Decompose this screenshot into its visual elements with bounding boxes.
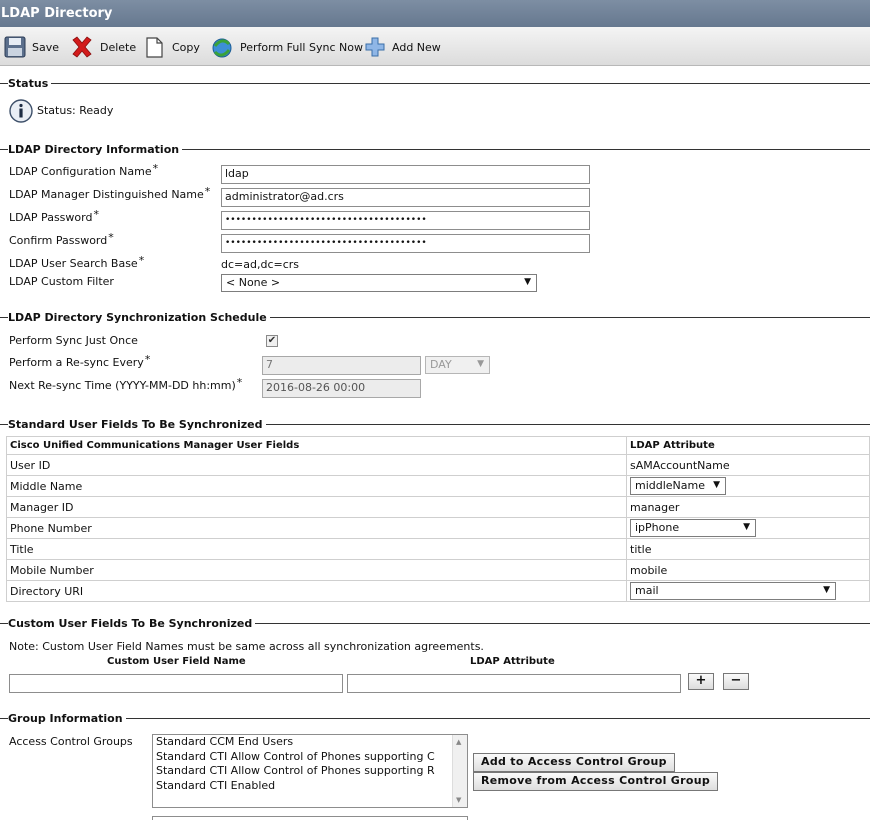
copy-button[interactable]: [144, 34, 200, 60]
password-label: LDAP Password*: [9, 208, 99, 224]
field-name: Manager ID: [7, 497, 627, 518]
custom-fields-note: Note: Custom User Field Names must be same across all synchronization agreements.: [9, 640, 484, 653]
toolbar: [0, 27, 870, 66]
custom-ldap-attr-header: LDAP Attribute: [470, 656, 555, 667]
manager-dn-input[interactable]: administrator@ad.crs: [221, 188, 590, 207]
status-legend: Status: [8, 77, 51, 90]
table-header-row: [7, 437, 870, 455]
add-custom-field-button[interactable]: +: [688, 673, 714, 690]
status-text: Status: Ready: [37, 104, 114, 117]
custom-filter-select[interactable]: [221, 274, 537, 292]
custom-field-name-input[interactable]: [9, 674, 343, 693]
field-name: Middle Name: [7, 476, 627, 497]
custom-fields-legend: Custom User Fields To Be Synchronized: [8, 617, 255, 630]
add-to-acg-button[interactable]: Add to Access Control Group: [473, 753, 675, 772]
select-value: ipPhone: [635, 521, 680, 534]
list-item[interactable]: Standard CCM End Users: [156, 735, 294, 748]
col-header-cucm-field: Cisco Unified Communications Manager User Fields: [7, 437, 627, 455]
resync-unit-select[interactable]: [425, 356, 490, 374]
access-control-groups-list[interactable]: [152, 734, 468, 808]
confirm-password-input[interactable]: ••••••••••••••••••••••••••••••••••••••: [221, 234, 590, 253]
field-name: Phone Number: [7, 518, 627, 539]
ldap-attr-value: title: [627, 539, 870, 560]
list-item[interactable]: Standard CTI Allow Control of Phones supporting R: [156, 764, 435, 777]
chevron-down-icon: ▼: [713, 480, 720, 490]
confirm-password-label: Confirm Password*: [9, 231, 114, 247]
table-row: [7, 539, 870, 560]
config-name-label: LDAP Configuration Name*: [9, 162, 159, 178]
resync-unit-value: DAY: [430, 358, 452, 371]
ldap-attr-cell: [627, 476, 870, 497]
table-row: [7, 476, 870, 497]
remove-custom-field-button[interactable]: −: [723, 673, 749, 690]
add-new-button[interactable]: [364, 34, 441, 60]
table-row: [7, 455, 870, 476]
col-header-ldap-attr: LDAP Attribute: [627, 437, 870, 455]
select-value: middleName: [635, 479, 706, 492]
ldap-attr-value: mobile: [627, 560, 870, 581]
password-input[interactable]: ••••••••••••••••••••••••••••••••••••••: [221, 211, 590, 230]
chevron-down-icon: ▼: [477, 359, 484, 369]
ldap-attr-value: manager: [627, 497, 870, 518]
dir-info-legend: LDAP Directory Information: [8, 143, 182, 156]
ldap-attr-cell: [627, 518, 870, 539]
next-listbox-edge: [152, 816, 468, 820]
group-info-legend: Group Information: [8, 712, 126, 725]
sync-icon: [210, 35, 234, 59]
resync-interval-input[interactable]: 7: [262, 356, 421, 375]
sync-once-checkbox[interactable]: ✔: [267, 335, 277, 346]
field-name: Mobile Number: [7, 560, 627, 581]
field-name: Title: [7, 539, 627, 560]
ldap-attr-value: sAMAccountName: [627, 455, 870, 476]
resync-label: Perform a Re-sync Every*: [9, 353, 151, 369]
chevron-down-icon: ▼: [823, 585, 830, 595]
directory-uri-attr-select[interactable]: [630, 582, 836, 600]
custom-filter-label: LDAP Custom Filter: [9, 275, 114, 288]
custom-field-name-header: Custom User Field Name: [107, 656, 246, 667]
phone-number-attr-select[interactable]: [630, 519, 756, 537]
manager-dn-label: LDAP Manager Distinguished Name*: [9, 185, 211, 201]
list-item[interactable]: Standard CTI Enabled: [156, 778, 276, 792]
table-row: [7, 560, 870, 581]
scroll-up-icon[interactable]: ▲: [456, 738, 462, 746]
window-title: LDAP Directory: [0, 0, 870, 27]
chevron-down-icon: ▼: [524, 277, 531, 287]
search-base-label: LDAP User Search Base*: [9, 254, 145, 270]
field-name: User ID: [7, 455, 627, 476]
delete-icon: [70, 35, 94, 59]
save-button[interactable]: [4, 34, 59, 60]
delete-label: Delete: [100, 40, 137, 54]
table-row: [7, 518, 870, 539]
full-sync-button[interactable]: [210, 34, 363, 60]
group-info-divider: [0, 718, 870, 719]
field-name: Directory URI: [7, 581, 627, 602]
table-row: [7, 581, 870, 602]
middle-name-attr-select[interactable]: [630, 477, 726, 495]
next-resync-label: Next Re-sync Time (YYYY-MM-DD hh:mm)*: [9, 376, 243, 392]
std-fields-legend: Standard User Fields To Be Synchronized: [8, 418, 266, 431]
acg-label: Access Control Groups: [9, 735, 133, 748]
select-value: mail: [635, 584, 659, 597]
config-name-input[interactable]: ldap: [221, 165, 590, 184]
list-item[interactable]: Standard CTI Allow Control of Phones supporting C: [156, 749, 435, 763]
save-label: Save: [32, 40, 60, 54]
ldap-attr-cell: [627, 581, 870, 602]
save-icon: [4, 36, 26, 58]
remove-from-acg-button[interactable]: Remove from Access Control Group: [473, 772, 718, 791]
sync-schedule-legend: LDAP Directory Synchronization Schedule: [8, 311, 270, 324]
add-new-label: Add New: [392, 40, 441, 54]
chevron-down-icon: ▼: [743, 522, 750, 532]
search-base-value: dc=ad,dc=crs: [221, 258, 300, 271]
copy-icon: [144, 35, 166, 59]
full-sync-label: Perform Full Sync Now: [240, 40, 363, 54]
sync-once-label: Perform Sync Just Once: [9, 334, 138, 347]
custom-filter-value: < None >: [226, 276, 281, 289]
next-resync-input[interactable]: 2016-08-26 00:00: [262, 379, 421, 398]
delete-button[interactable]: [70, 34, 136, 60]
info-icon: [9, 99, 33, 123]
table-row: [7, 497, 870, 518]
scroll-down-icon[interactable]: ▼: [456, 796, 462, 804]
std-fields-table: [6, 436, 870, 602]
listbox-scrollbar[interactable]: [452, 735, 467, 807]
status-divider: [0, 83, 870, 84]
plus-icon: [364, 36, 386, 58]
copy-label: Copy: [172, 40, 200, 54]
custom-ldap-attr-input[interactable]: [347, 674, 681, 693]
